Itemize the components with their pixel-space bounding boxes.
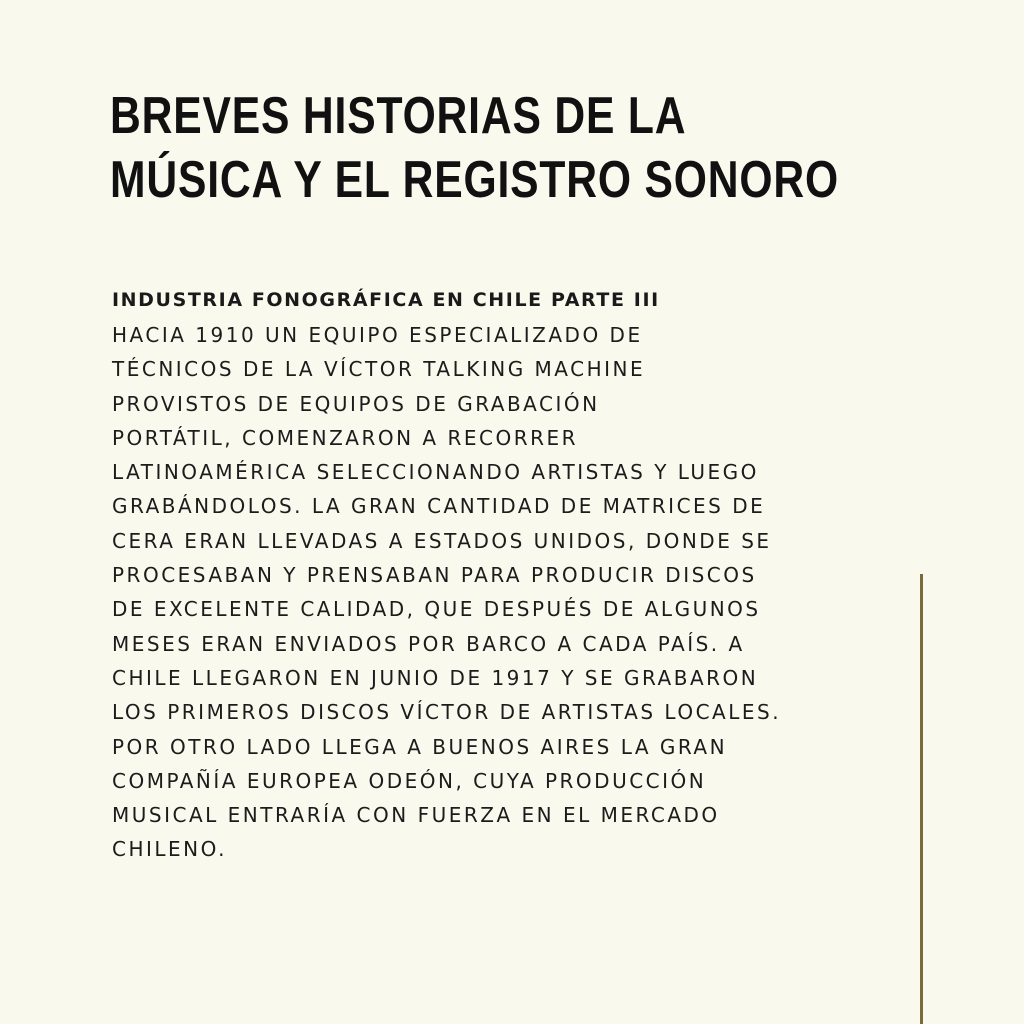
body-line: LATINOAMÉRICA SELECCIONANDO ARTISTAS Y LUEGO bbox=[112, 460, 759, 485]
body-line: CHILENO. bbox=[112, 837, 227, 862]
title-line-2: MÚSICA Y EL REGISTRO SONORO bbox=[110, 151, 839, 209]
page-title bbox=[110, 84, 839, 212]
body-line: CHILE LLEGARON EN JUNIO DE 1917 Y SE GRABARON bbox=[112, 665, 759, 690]
body-line: CERA ERAN LLEVADAS A ESTADOS UNIDOS, DONDE SE bbox=[112, 528, 772, 553]
body-line: GRABÁNDOLOS. LA GRAN CANTIDAD DE MATRICES DE bbox=[112, 494, 766, 519]
body-line: LOS PRIMEROS DISCOS VÍCTOR DE ARTISTAS LOCALES. bbox=[112, 700, 782, 725]
body-line: POR OTRO LADO LLEGA A BUENOS AIRES LA GRAN bbox=[112, 734, 728, 759]
title-line-1: BREVES HISTORIAS DE LA bbox=[110, 87, 687, 145]
body-line: MUSICAL ENTRARÍA CON FUERZA EN EL MERCADO bbox=[112, 803, 720, 828]
body-line: MESES ERAN ENVIADOS POR BARCO A CADA PAÍS. A bbox=[112, 631, 745, 656]
accent-divider bbox=[920, 574, 923, 1024]
section-heading: INDUSTRIA FONOGRÁFICA EN CHILE PARTE III bbox=[112, 289, 660, 311]
body-line: COMPAÑÍA EUROPEA ODEÓN, CUYA PRODUCCIÓN bbox=[112, 768, 707, 793]
body-line: TÉCNICOS DE LA VÍCTOR TALKING MACHINE bbox=[112, 357, 646, 382]
body-line: DE EXCELENTE CALIDAD, QUE DESPUÉS DE ALGUNOS bbox=[112, 597, 761, 622]
body-line: HACIA 1910 UN EQUIPO ESPECIALIZADO DE bbox=[112, 323, 643, 347]
body-line: PROVISTOS DE EQUIPOS DE GRABACIÓN bbox=[112, 391, 600, 416]
body-text bbox=[112, 318, 781, 867]
body-line: PROCESABAN Y PRENSABAN PARA PRODUCIR DISCOS bbox=[112, 563, 757, 588]
body-line: PORTÁTIL, COMENZARON A RECORRER bbox=[112, 425, 579, 450]
